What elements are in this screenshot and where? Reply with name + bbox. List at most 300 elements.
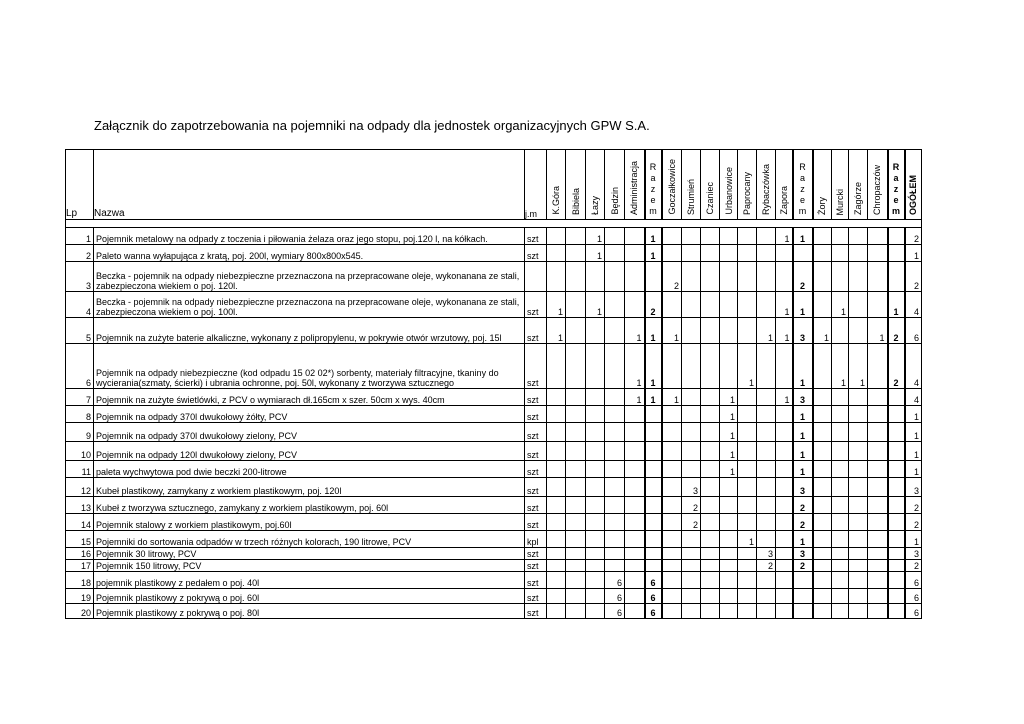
row-value [757,423,776,442]
row-value [625,292,645,318]
row-value: 2 [888,344,905,389]
row-value: 3 [905,478,922,497]
row-value [888,560,905,572]
row-value [605,478,625,497]
row-value [757,262,776,292]
row-value [566,478,586,497]
row-value [625,228,645,245]
row-value [720,262,738,292]
row-value: 6 [605,589,625,604]
row-value: 1 [720,389,738,406]
row-value: 1 [586,245,605,262]
row-value [868,461,888,478]
row-value: 1 [757,318,776,344]
row-value [868,423,888,442]
row-value [645,442,662,461]
row-value: 1 [776,292,793,318]
row-value [868,560,888,572]
row-value [547,262,566,292]
row-value [757,442,776,461]
row-value [701,548,720,560]
row-value: 1 [905,442,922,461]
table-row [66,560,922,572]
row-value [776,245,793,262]
row-name: Pojemnik na zużyte baterie alkaliczne, wykonany z polipropylenu, w pokrywie otwór wrzutowy, poj. 15l [94,318,525,344]
row-value: 3 [793,548,813,560]
row-value [662,560,682,572]
row-value [605,442,625,461]
row-value [813,245,832,262]
row-value [868,514,888,531]
row-value [625,531,645,548]
row-value [720,478,738,497]
table-header-row [66,150,922,220]
row-name: paleta wychwytowa pod dwie beczki 200-litrowe [94,461,525,478]
row-value [662,461,682,478]
row-value [586,442,605,461]
row-value: 1 [832,344,849,389]
row-value [738,262,757,292]
row-value: 1 [720,461,738,478]
row-value [625,461,645,478]
row-value [720,572,738,589]
row-value [701,478,720,497]
row-value [682,292,701,318]
row-value [566,548,586,560]
row-value [645,262,662,292]
row-value [757,572,776,589]
row-value: 1 [720,423,738,442]
row-value [701,497,720,514]
row-value [738,406,757,423]
row-value [720,497,738,514]
row-value [605,497,625,514]
row-value [682,604,701,619]
document-title: Załącznik do zapotrzebowania na pojemniki na odpady dla jednostek organizacyjnych GPW S.A. [94,118,650,133]
row-value [868,604,888,619]
row-value [757,228,776,245]
row-value [547,478,566,497]
row-lp: 11 [66,461,94,478]
row-value [813,292,832,318]
row-value [586,531,605,548]
row-value [849,442,868,461]
row-value: 1 [793,461,813,478]
row-value: 2 [682,514,701,531]
table-row [66,442,922,461]
row-value: 1 [813,318,832,344]
row-value: 2 [682,497,701,514]
row-value: 1 [625,318,645,344]
row-unit: szt [525,478,547,497]
row-value [586,572,605,589]
row-value: 1 [645,318,662,344]
row-value [888,389,905,406]
row-value [849,245,868,262]
row-unit: szt [525,423,547,442]
header-col-label: K.Góra [551,186,561,215]
header-col-label: Żory [817,197,828,215]
row-value [682,406,701,423]
row-value [832,560,849,572]
row-value [701,389,720,406]
row-value: 2 [793,262,813,292]
row-value [888,442,905,461]
header-gap-cell [66,220,922,228]
row-value [738,228,757,245]
row-value [605,531,625,548]
row-value [662,228,682,245]
row-lp: 20 [66,604,94,619]
row-value [701,318,720,344]
row-value [738,514,757,531]
row-value [625,514,645,531]
table-row [66,572,922,589]
row-name: Beczka - pojemnik na odpady niebezpieczne przeznaczona na przepracowane oleje, wykonanana ze stali, zabezpieczona wiekiem o poj. 120l. [94,262,525,292]
table-row [66,389,922,406]
row-value [625,604,645,619]
row-value [645,461,662,478]
row-value [547,572,566,589]
row-value [547,423,566,442]
row-value [868,442,888,461]
row-value [832,497,849,514]
row-value [566,423,586,442]
row-value: 1 [776,389,793,406]
row-value [738,442,757,461]
row-value [868,389,888,406]
row-value [547,589,566,604]
row-value: 1 [547,292,566,318]
row-value [566,514,586,531]
row-value [738,478,757,497]
row-value [682,318,701,344]
row-value [547,548,566,560]
row-value [813,389,832,406]
row-value [625,548,645,560]
row-value: 1 [793,423,813,442]
row-value [757,406,776,423]
row-value: 1 [720,442,738,461]
row-value [625,497,645,514]
row-value [720,514,738,531]
row-unit: szt [525,589,547,604]
row-value: 2 [905,262,922,292]
row-value [682,461,701,478]
row-name: Pojemnik 30 litrowy, PCV [94,548,525,560]
header-razem-label: R a z e m [798,162,807,216]
row-value [849,423,868,442]
row-value: 1 [776,228,793,245]
row-value [849,604,868,619]
row-value [701,589,720,604]
row-value [849,389,868,406]
row-value [701,292,720,318]
header-col-label: Strumień [686,178,696,215]
row-unit: szt [525,604,547,619]
row-unit: szt [525,442,547,461]
row-value [701,423,720,442]
row-value [757,478,776,497]
row-value [776,262,793,292]
row-value [776,589,793,604]
row-value [849,497,868,514]
row-value [701,442,720,461]
row-name: Pojemnik plastikowy z pokrywą o poj. 80l [94,604,525,619]
row-value [813,589,832,604]
row-value [776,442,793,461]
row-value [868,548,888,560]
row-value [832,478,849,497]
row-value [682,262,701,292]
row-name: Pojemnik metalowy na odpady z toczenia i piłowania żelaza oraz jego stopu, poj.120 l, na kółkach. [94,228,525,245]
row-value [662,589,682,604]
row-value [888,245,905,262]
row-value [586,389,605,406]
row-value [776,497,793,514]
row-value: 1 [662,389,682,406]
row-value [849,531,868,548]
row-value: 2 [905,560,922,572]
row-value: 1 [738,344,757,389]
row-value [813,423,832,442]
row-value [849,292,868,318]
row-value [868,531,888,548]
row-lp: 15 [66,531,94,548]
row-value [566,406,586,423]
row-value [813,478,832,497]
row-value [605,548,625,560]
row-value: 1 [905,531,922,548]
row-value [832,572,849,589]
row-value: 1 [776,318,793,344]
row-value [849,478,868,497]
row-value [586,514,605,531]
row-value [793,245,813,262]
row-unit: szt [525,406,547,423]
row-value [662,423,682,442]
row-unit: szt [525,497,547,514]
row-value: 3 [757,548,776,560]
row-value [793,572,813,589]
header-col-11 [757,150,776,220]
row-value: 6 [605,572,625,589]
row-value [625,245,645,262]
row-value [682,344,701,389]
row-value: 2 [662,262,682,292]
row-name: Pojemnik stalowy z workiem plastikowym, poj.60l [94,514,525,531]
row-value [832,514,849,531]
table-row [66,514,922,531]
row-value [566,442,586,461]
row-value [776,514,793,531]
row-value [682,228,701,245]
row-value [868,245,888,262]
row-value [547,560,566,572]
row-value: 4 [905,389,922,406]
row-value [868,292,888,318]
row-value [720,344,738,389]
row-value [832,262,849,292]
row-value [738,245,757,262]
row-value [662,604,682,619]
row-value [738,461,757,478]
header-col-5 [645,150,662,220]
row-lp: 2 [66,245,94,262]
header-col-label: Administracja [629,160,640,215]
row-value [662,406,682,423]
row-value [720,589,738,604]
row-value [645,478,662,497]
row-value [720,228,738,245]
row-name: Kubeł plastikowy, zamykany z workiem plastikowym, poj. 120l [94,478,525,497]
table-row [66,461,922,478]
row-value [738,389,757,406]
row-value: 1 [793,292,813,318]
header-col-label: Rybaczówka [761,163,771,215]
row-value: 1 [793,228,813,245]
row-value: 3 [793,478,813,497]
row-value [547,344,566,389]
row-value: 6 [905,604,922,619]
row-value [586,560,605,572]
row-value: 1 [793,406,813,423]
row-value [776,406,793,423]
row-value [625,589,645,604]
row-value [701,604,720,619]
row-name: Pojemnik plastikowy z pokrywą o poj. 60l [94,589,525,604]
header-col-18 [888,150,905,220]
table-row [66,497,922,514]
row-value [605,423,625,442]
header-razem-label: R a z e m [891,162,900,216]
row-unit: szt [525,292,547,318]
row-value: 1 [888,292,905,318]
row-value: 1 [645,245,662,262]
row-name: pojemnik plastikowy z pedałem o poj. 40l [94,572,525,589]
row-value [682,423,701,442]
row-value [757,514,776,531]
row-value [701,228,720,245]
row-value: 4 [905,344,922,389]
header-col-label: Będzin [609,187,620,215]
row-unit [525,262,547,292]
header-col-3 [605,150,625,220]
row-value [605,461,625,478]
row-value [645,514,662,531]
row-value: 1 [905,423,922,442]
row-value [547,514,566,531]
row-lp: 9 [66,423,94,442]
row-value [720,560,738,572]
row-value [605,245,625,262]
row-value [832,442,849,461]
row-value [682,560,701,572]
header-col-17 [868,150,888,220]
row-value [849,228,868,245]
row-value [566,389,586,406]
row-value: 1 [662,318,682,344]
row-value [547,497,566,514]
row-value: 1 [586,292,605,318]
row-name: Pojemnik na odpady 370l dwukołowy żółty, PCV [94,406,525,423]
row-value [888,406,905,423]
row-value [888,497,905,514]
row-value [868,406,888,423]
row-value: 1 [645,228,662,245]
row-value [566,292,586,318]
row-value [605,292,625,318]
header-nazwa: Nazwa [94,150,525,220]
row-lp: 1 [66,228,94,245]
row-value [813,514,832,531]
table-row [66,262,922,292]
row-value [547,245,566,262]
row-value: 6 [645,572,662,589]
row-name: Pojemnik na odpady niebezpieczne (kod odpadu 15 02 02*) sorbenty, materiały filtracyjne, tkaniny do wycierania(szmaty, ścierki) i ubrania ochronne, poj. 50l, wykonany z tworzywa sztucznego [94,344,525,389]
row-value [625,406,645,423]
row-value [757,604,776,619]
row-value: 2 [645,292,662,318]
row-value [888,423,905,442]
row-value [813,461,832,478]
row-value [645,406,662,423]
row-value [701,262,720,292]
row-value: 1 [625,389,645,406]
row-value [757,589,776,604]
row-value [738,560,757,572]
row-value [662,572,682,589]
row-value: 1 [586,228,605,245]
row-value [832,461,849,478]
row-value [813,531,832,548]
containers-table [65,149,922,619]
row-value [547,604,566,619]
row-value [662,442,682,461]
row-value [586,548,605,560]
row-value: 3 [905,548,922,560]
table-row [66,589,922,604]
row-name: Pojemnik 150 litrowy, PCV [94,560,525,572]
header-col-15 [832,150,849,220]
row-value [849,318,868,344]
row-value [701,344,720,389]
row-value [776,531,793,548]
row-value [888,604,905,619]
row-value [625,560,645,572]
row-value [566,560,586,572]
row-value [566,572,586,589]
row-value [605,262,625,292]
row-value [776,478,793,497]
row-lp: 13 [66,497,94,514]
row-value [566,589,586,604]
row-value [625,572,645,589]
table-row [66,406,922,423]
row-value [832,589,849,604]
row-unit: szt [525,548,547,560]
row-unit: szt [525,461,547,478]
row-value [586,318,605,344]
row-value: 1 [868,318,888,344]
row-value [586,423,605,442]
header-col-4 [625,150,645,220]
row-value: 3 [682,478,701,497]
row-value: 1 [645,344,662,389]
row-value [547,406,566,423]
row-value [625,478,645,497]
row-value: 1 [905,406,922,423]
